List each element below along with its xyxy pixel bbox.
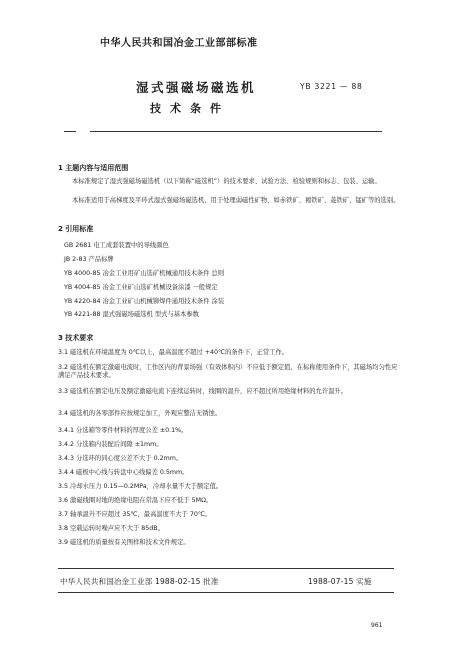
clause-item: 3.4.2 分选箱内装配后间隙 ±1mm。	[58, 441, 163, 448]
section-1-heading: 1 主题内容与适用范围	[58, 164, 129, 172]
clause-item: 3.4 磁选机的各零部件应按规定加工，外观应整洁无锈蚀。	[58, 410, 222, 417]
clause-item: 3.7 轴承温升不应超过 35℃，最高温度不大于 70℃。	[58, 511, 212, 518]
clause-item: 3.1 磁选机在环境温度为 0℃以上，最高温度不超过 +40℃的条件下，正常工作。	[58, 349, 289, 356]
reference-item: YB 4221-88 湿式强磁场磁选机 型式与基本参数	[64, 311, 199, 318]
clause-item: 3.5 冷却水压力 0.15—0.2MPa，冷却水量不大于额定值。	[58, 483, 223, 490]
reference-item: YB 4000-85 冶金工业用矿山选矿机械通用技术条件 总则	[64, 270, 225, 277]
section-1-paragraph-1: 本标准规定了湿式强磁场磁选机（以下简称“磁选机”）的技术要求、试验方法、检验规则和标志、包装、运输。	[72, 178, 381, 185]
reference-item: YB 4220-84 冶金工业矿山机械铆焊件通用技术条件 涂装	[64, 298, 225, 305]
reference-item: YB 4004-85 冶金工业矿山选矿机械设备涂漆 一般规定	[64, 284, 218, 291]
section-2-heading: 2 引用标准	[58, 225, 94, 233]
clause-item: 3.6 激磁线圈对地的绝缘电阻在常温下应不低于 5MΩ。	[58, 497, 213, 504]
clause-item: 3.4.3 分选环的同心度公差不大于 0.2mm。	[58, 455, 183, 462]
clause-item: 3.8 空载运转时噪声应不大于 85dB。	[58, 525, 164, 532]
effective-date: 1988-07-15 实施	[308, 577, 372, 586]
header-rule	[90, 131, 382, 132]
approval-note: 中华人民共和国冶金工业部 1988-02-15 批准	[60, 577, 219, 586]
document-subtitle: 技术条件	[150, 102, 230, 115]
section-1-paragraph-2: 本标准适用于高梯度及平环式湿式强磁场磁选机，用于处理弱磁性矿物，如赤铁矿、褐铁矿、菱铁矿、锰矿等的选别。	[72, 197, 400, 204]
section-3-heading: 3 技术要求	[58, 334, 94, 342]
issuing-body: 中华人民共和国冶金工业部部标准	[100, 38, 258, 49]
footer-rule-top	[58, 568, 394, 569]
page-number: 961	[371, 622, 383, 629]
standard-code: YB 3221 — 88	[300, 82, 363, 91]
clause-item: 3.4.1 分选箱等零件材料的厚度公差 ±0.1%。	[58, 427, 188, 434]
clause-item: 3.2 磁选机在额定激磁电流时，工作区内的背景场强（有效体积内）不应低于额定值，在标称使用条件下，其磁场均匀性应满足产品技术要求。	[58, 364, 398, 379]
clause-item: 3.4.4 磁极中心线与转盘中心线偏差 0.5mm。	[58, 469, 189, 476]
header-rule-short	[64, 131, 76, 132]
reference-item: JB 2-83 产品标牌	[64, 256, 114, 263]
reference-item: GB 2681 电工成套装置中的导线颜色	[64, 242, 169, 249]
footer-rule-bottom	[58, 592, 394, 593]
clause-item: 3.9 磁选机的质量按有关图样和技术文件规定。	[58, 539, 190, 546]
clause-item: 3.3 磁选机在额定电压及额定激磁电流下连续运转时，线圈的温升，应不超过所用绝缘材料的允许温升。	[58, 388, 348, 395]
document-title: 湿式强磁场磁选机	[136, 80, 257, 95]
